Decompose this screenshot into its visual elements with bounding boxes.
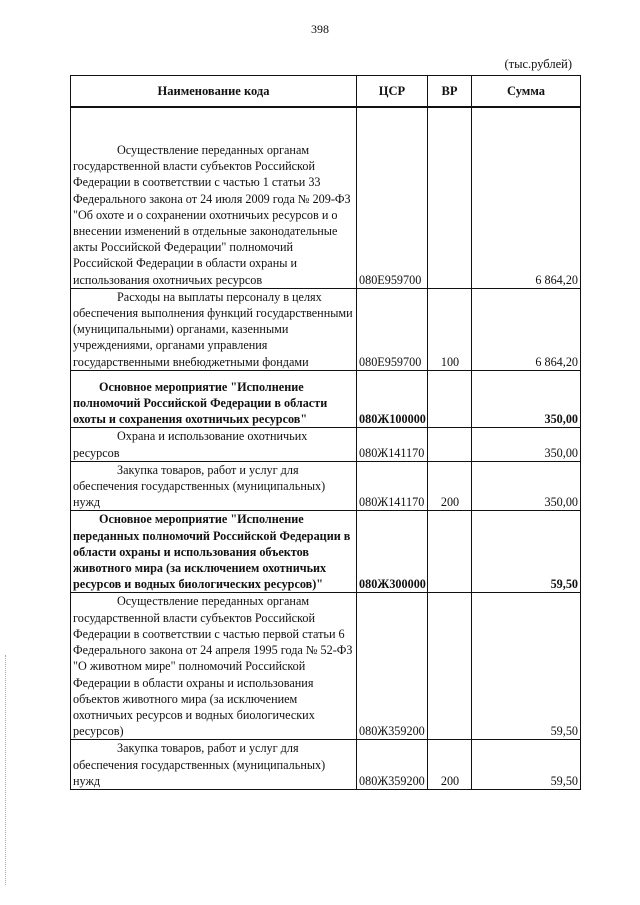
cell-sum: 6 864,20	[472, 107, 581, 288]
cell-vr	[428, 370, 472, 428]
header-sum: Сумма	[472, 76, 581, 108]
table-row	[71, 370, 581, 428]
cell-vr	[428, 107, 472, 288]
cell-sum: 350,00	[472, 370, 581, 428]
cell-name-text: Расходы на выплаты персоналу в целях обеспечения выполнения функций государственными (муниципальными) органами, казенными учреждениями, органами управления государственными внебюджетными фондами	[73, 289, 353, 369]
cell-csr: 080Е959700	[357, 107, 428, 288]
table-row	[71, 461, 581, 511]
cell-vr	[428, 593, 472, 740]
budget-table	[70, 75, 581, 790]
cell-name	[71, 370, 357, 428]
table-row	[71, 107, 581, 288]
header-vr: ВР	[428, 76, 472, 108]
cell-name-text: Основное мероприятие "Исполнение переданных полномочий Российской Федерации в области охраны и использования объектов животного мира (за исключением охотничьих ресурсов и водных биологических ресурсов)"	[73, 512, 351, 592]
cell-sum: 350,00	[472, 428, 581, 461]
table-row	[71, 593, 581, 740]
header-csr: ЦСР	[357, 76, 428, 108]
table-row	[71, 511, 581, 593]
table-row	[71, 288, 581, 370]
cell-vr	[428, 511, 472, 593]
cell-csr: 080Ж359200	[357, 740, 428, 790]
cell-name	[71, 461, 357, 511]
cell-name-text: Закупка товаров, работ и услуг для обеспечения государственных (муниципальных) нужд	[73, 462, 326, 510]
cell-name	[71, 288, 357, 370]
table-row	[71, 740, 581, 790]
cell-name-text: Закупка товаров, работ и услуг для обеспечения государственных (муниципальных) нужд	[73, 741, 326, 788]
cell-vr: 200	[428, 740, 472, 790]
header-name: Наименование кода	[71, 76, 357, 108]
scan-margin-marks	[5, 655, 9, 885]
table-row	[71, 428, 581, 461]
cell-csr: 080Е959700	[357, 288, 428, 370]
cell-name-text: Осуществление переданных органам государственной власти субъектов Российской Федерации в соответствии с частью первой статьи 6 Федерального закона от 24 апреля 1995 года № 52-ФЗ "О животном мире" полномочий Российской Федерации в области охраны и использования объектов животного мира (за исключением охотничьих ресурсов и водных биологических ресурсов)	[73, 594, 353, 739]
cell-sum: 59,50	[472, 593, 581, 740]
cell-csr: 080Ж141170	[357, 428, 428, 461]
table-header-row	[71, 76, 581, 108]
cell-csr: 080Ж300000	[357, 511, 428, 593]
cell-name	[71, 740, 357, 790]
cell-vr	[428, 428, 472, 461]
table-body	[71, 107, 581, 789]
cell-name-text: Основное мероприятие "Исполнение полномочий Российской Федерации в области охоты и сохранения охотничьих ресурсов"	[73, 379, 328, 427]
cell-vr: 200	[428, 461, 472, 511]
cell-csr: 080Ж141170	[357, 461, 428, 511]
cell-name-text: Осуществление переданных органам государственной власти субъектов Российской Федерации в соответствии с частью 1 статьи 33 Федерального закона от 24 июля 2009 года № 209-ФЗ "Об охоте и о сохранении охотничьих ресурсов и о внесении изменений в отдельные законодательные акты Российской Федерации" полномочий Российской Федерации в области охраны и использования охотничьих ресурсов	[73, 143, 351, 287]
cell-name	[71, 107, 357, 288]
cell-name-text: Охрана и использование охотничьих ресурсов	[73, 429, 308, 460]
cell-csr: 080Ж100000	[357, 370, 428, 428]
cell-sum: 6 864,20	[472, 288, 581, 370]
cell-name	[71, 593, 357, 740]
cell-vr: 100	[428, 288, 472, 370]
page-number: 398	[311, 22, 329, 36]
cell-name	[71, 511, 357, 593]
cell-sum: 350,00	[472, 461, 581, 511]
cell-name	[71, 428, 357, 461]
cell-sum: 59,50	[472, 740, 581, 790]
units-label: (тыс.рублей)	[504, 57, 572, 71]
cell-sum: 59,50	[472, 511, 581, 593]
cell-csr: 080Ж359200	[357, 593, 428, 740]
